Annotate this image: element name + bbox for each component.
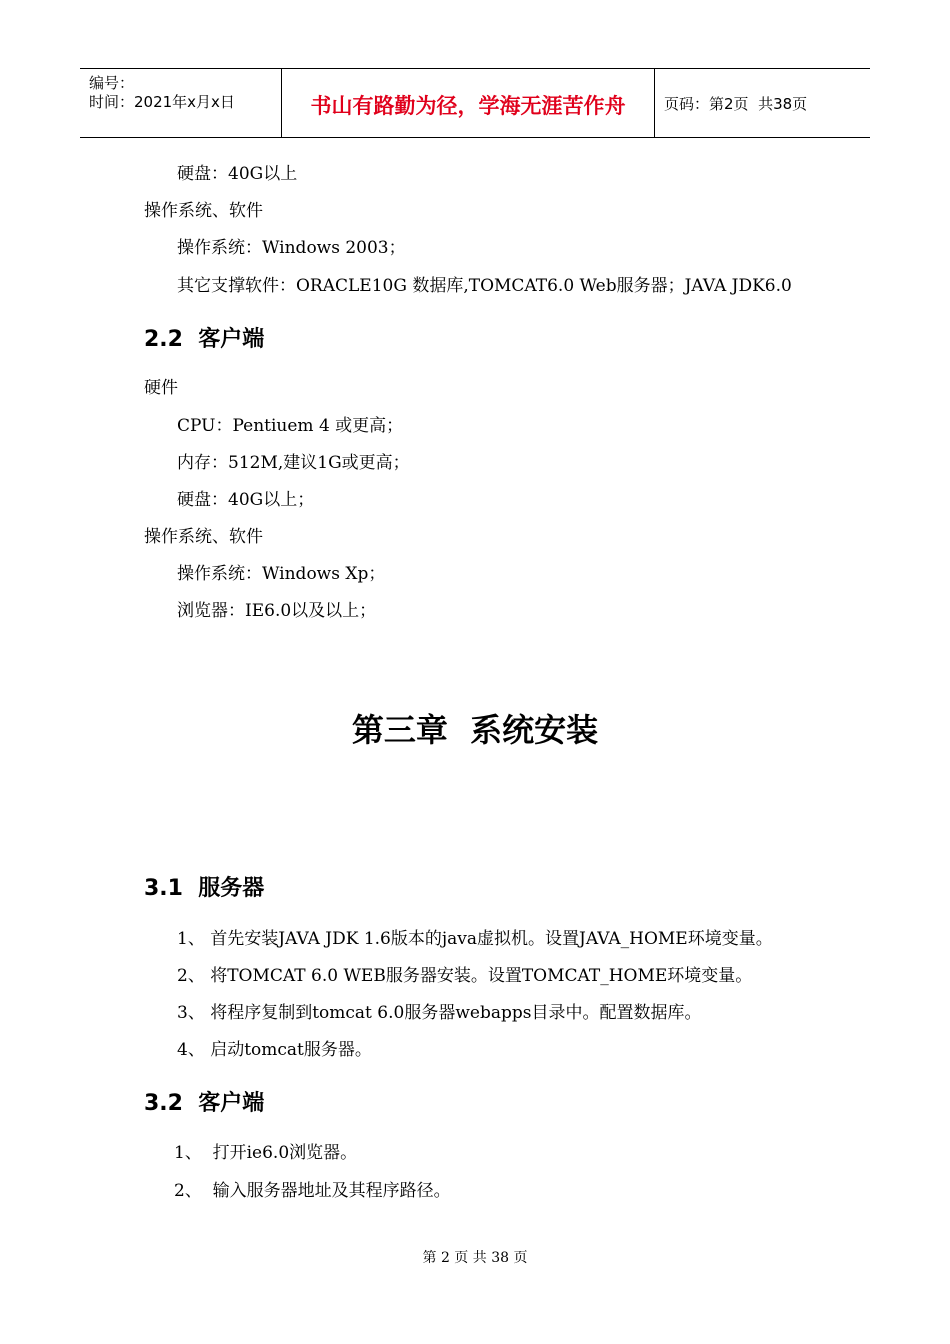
step-item: 2、 输入服务器地址及其程序路径。 (174, 1181, 451, 1201)
section-heading-3-1: 3.1 服务器 (144, 876, 265, 901)
time-label: 时间：2021年x月x日 (89, 93, 235, 111)
header-page-info: 页码：第2页 共38页 (664, 95, 808, 113)
section-heading-3-2: 3.2 客户端 (144, 1091, 265, 1116)
body-line: 操作系统、软件 (144, 201, 263, 221)
chapter-title: 第三章 系统安装 (351, 711, 599, 749)
serial-label: 编号： (89, 74, 135, 92)
body-line: 内存：512M,建议1G或更高； (177, 453, 410, 473)
body-line: 硬盘：40G以上； (177, 490, 315, 510)
step-item: 4、 启动tomcat服务器。 (177, 1040, 372, 1060)
body-line: 操作系统、软件 (144, 527, 263, 547)
body-line: 硬盘：40G以上 (177, 164, 298, 184)
header-page-cell (655, 69, 870, 137)
header-motto: 书山有路勤为径，学海无涯苦作舟 (310, 94, 626, 118)
body-line: 浏览器：IE6.0以及以上； (177, 601, 377, 621)
section-heading-2-2: 2.2 客户端 (144, 327, 265, 352)
step-item: 2、 将TOMCAT 6.0 WEB服务器安装。设置TOMCAT_HOME环境变量。 (177, 966, 753, 986)
header-meta-cell (80, 69, 282, 137)
body-line: 其它支撑软件：ORACLE10G 数据库,TOMCAT6.0 Web服务器；JAVA JDK6.0 (177, 276, 792, 296)
body-line: 硬件 (144, 378, 178, 398)
body-line: 操作系统：Windows Xp； (177, 564, 386, 584)
page-footer: 第 2 页 共 38 页 (422, 1250, 528, 1266)
step-item: 3、 将程序复制到tomcat 6.0服务器webapps目录中。配置数据库。 (177, 1003, 702, 1023)
body-line: 操作系统：Windows 2003； (177, 238, 406, 258)
step-item: 1、 打开ie6.0浏览器。 (174, 1143, 358, 1163)
header-motto-cell (282, 69, 655, 137)
body-line: CPU：Pentiuem 4 或更高； (177, 416, 404, 436)
page-header (80, 68, 870, 138)
step-item: 1、 首先安装JAVA JDK 1.6版本的java虚拟机。设置JAVA_HOME环境变量。 (177, 929, 773, 949)
